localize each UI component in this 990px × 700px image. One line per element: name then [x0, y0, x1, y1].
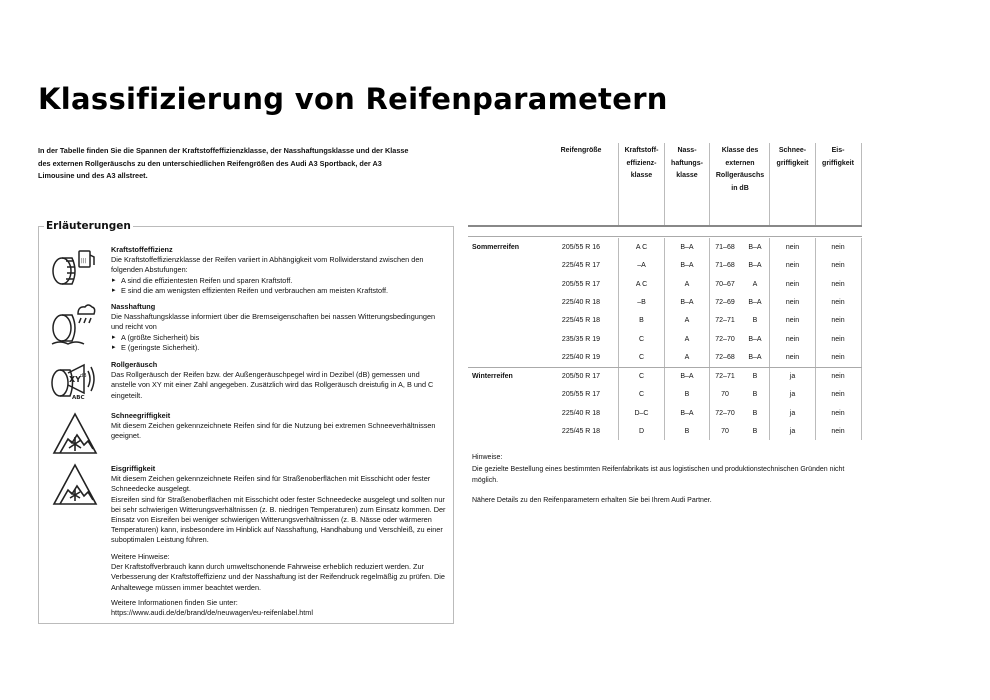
more-info-url[interactable]: https://www.audi.de/de/brand/de/neuwagen/eu-reifenlabel.html: [111, 608, 314, 618]
table-cell-size: 235/35 R 19: [561, 335, 601, 343]
table-cell-wet: A: [684, 317, 690, 325]
table-cell-ice: nein: [831, 280, 845, 288]
header-divider: [769, 143, 770, 225]
wet-grip-item: ▸ A (größte Sicherheit) bis: [111, 333, 446, 343]
table-cell-fuel: C: [638, 335, 645, 343]
rolling-noise-block: [111, 360, 446, 401]
header-divider: [664, 143, 665, 225]
table-cell-ice: nein: [831, 262, 845, 270]
table-cell-db: 71–68: [715, 262, 735, 270]
table-cell-ice: nein: [831, 409, 845, 417]
table-cell-snow: nein: [785, 244, 800, 251]
explanations-heading: Erläuterungen: [46, 220, 131, 232]
table-cell-size: 205/50 R 17: [561, 373, 601, 380]
table-cell-db: 72–70: [715, 409, 735, 417]
snow-grip-title: Schneegriffigkeit: [111, 411, 171, 420]
group-label: Winterreifen: [472, 373, 513, 380]
table-cell-cls: B–A: [748, 262, 762, 270]
notes-label: Hinweise:: [472, 454, 503, 461]
group-label: Sommerreifen: [472, 244, 520, 251]
table-cell-cls: B–A: [748, 298, 762, 306]
table-cell-size: 225/40 R 19: [561, 353, 601, 361]
table-cell-fuel: C: [638, 373, 645, 380]
body-top-rule: [468, 236, 862, 237]
snow-grip-text: Mit diesem Zeichen gekennzeichnete Reifen sind für die Nutzung bei extremen Schneeverhältnissen geeignet.: [111, 421, 436, 441]
table-cell-db: 71–68: [715, 244, 735, 251]
table-cell-fuel: A C: [635, 244, 648, 251]
table-cell-wet: B–A: [680, 262, 694, 270]
table-cell-snow: ja: [789, 391, 796, 399]
table-cell-size: 205/55 R 17: [561, 391, 601, 399]
table-cell-db: 72–71: [715, 317, 735, 325]
col-header-noise: Klasse des externen Rollgeräuschs in dB: [715, 147, 765, 192]
table-cell-ice: nein: [831, 353, 845, 361]
table-cell-snow: ja: [789, 427, 796, 435]
table-cell-snow: nein: [785, 298, 800, 306]
table-cell-wet: B–A: [680, 373, 694, 380]
wet-grip-block: [111, 302, 446, 353]
table-cell-db: 70: [721, 391, 729, 399]
table-cell-ice: nein: [831, 335, 845, 343]
noise-icon-xy: XY: [69, 375, 81, 384]
table-cell-db: 72–69: [715, 298, 735, 306]
snow-grip-icon: [52, 411, 98, 457]
table-cell-wet: B–A: [680, 244, 694, 251]
table-cell-snow: nein: [785, 317, 800, 325]
notes-text2: Nähere Details zu den Reifenparametern erhalten Sie bei Ihrem Audi Partner.: [472, 496, 712, 504]
table-cell-fuel: C: [638, 353, 645, 361]
table-cell-fuel: A C: [635, 280, 648, 288]
table-cell-fuel: –A: [637, 262, 646, 270]
table-cell-wet: A: [684, 280, 690, 288]
table-cell-size: 225/40 R 18: [561, 298, 601, 306]
table-cell-cls: B–A: [748, 353, 762, 361]
col-header-size: Reifengröße: [560, 147, 602, 154]
table-cell-cls: A: [752, 280, 758, 288]
table-cell-wet: B: [684, 391, 690, 399]
table-cell-snow: ja: [789, 409, 796, 417]
table-cell-fuel: D–C: [634, 409, 649, 417]
table-cell-cls: B: [752, 373, 758, 380]
table-cell-db: 72–71: [715, 373, 735, 380]
table-cell-fuel: C: [638, 391, 645, 399]
table-cell-cls: B: [752, 317, 758, 325]
table-cell-ice: nein: [831, 244, 845, 251]
table-cell-snow: nein: [785, 280, 800, 288]
more-info-title: Weitere Informationen finden Sie unter:: [111, 598, 238, 607]
table-cell-size: 225/45 R 17: [561, 262, 601, 270]
ice-grip-block: [111, 464, 446, 546]
table-cell-snow: nein: [785, 262, 800, 270]
table-cell-size: 225/45 R 18: [561, 427, 601, 435]
table-cell-cls: B: [752, 391, 758, 399]
page-title: Klassifizierung von Reifenparametern: [38, 82, 668, 116]
further-notes-block: [111, 552, 446, 593]
rolling-noise-icon: [50, 357, 96, 403]
table-cell-cls: B: [752, 409, 758, 417]
table-cell-db: 70: [721, 427, 729, 435]
col-header-wet: Nass- haftungs- klasse: [671, 147, 703, 179]
col-header-snow: Schnee- griffigkeit: [776, 147, 809, 167]
header-divider: [709, 143, 710, 225]
table-cell-snow: nein: [785, 353, 800, 361]
fuel-efficiency-item: ▸ A sind die effizientesten Reifen und sparen Kraftstoff.: [111, 276, 446, 286]
ice-grip-icon: [52, 462, 98, 508]
snow-grip-block: [111, 411, 446, 442]
further-notes-title: Weitere Hinweise:: [111, 552, 170, 561]
table-cell-fuel: D: [638, 427, 645, 435]
table-cell-fuel: B: [639, 317, 644, 325]
table-cell-snow: nein: [785, 335, 800, 343]
table-cell-fuel: –B: [637, 298, 646, 306]
fuel-efficiency-item: ▸ E sind die am wenigsten effizienten Reifen und verbrauchen am meisten Kraftstoff.: [111, 286, 446, 296]
fuel-efficiency-text: Die Kraftstoffeffizienzklasse der Reifen variiert in Abhängigkeit vom Rollwiderstand zwischen den folgenden Abstufungen:: [111, 255, 424, 275]
svg-text:|||: |||: [81, 258, 87, 264]
fuel-efficiency-block: [111, 245, 446, 296]
header-divider: [618, 143, 619, 225]
table-cell-cls: B: [752, 427, 758, 435]
col-header-ice: Eis- griffigkeit: [822, 147, 854, 167]
table-cell-size: 225/45 R 18: [561, 317, 601, 325]
table-cell-snow: ja: [789, 373, 796, 380]
fuel-efficiency-title: Kraftstoffeffizienz: [111, 245, 173, 254]
rolling-noise-text: Das Rollgeräusch der Reifen bzw. der Außengeräuschpegel wird in Dezibel (dB) gemessen und anstelle von XY mit einer Zahl angegeben. Zusätzlich wird das Rollgeräusch dreistufig in A, B und C eingeteilt.: [111, 370, 434, 400]
table-cell-wet: B–A: [680, 409, 694, 417]
rolling-noise-title: Rollgeräusch: [111, 360, 158, 369]
noise-icon-abc: ABC: [72, 395, 85, 401]
table-cell-db: 72–70: [715, 335, 735, 343]
table-notes: [472, 452, 862, 506]
notes-text: Die gezielte Bestellung eines bestimmten Reifenfabrikats ist aus logistischen und produktionstechnischen Gründen nicht möglich.: [472, 465, 845, 484]
table-cell-db: 70–67: [715, 280, 735, 288]
header-divider: [861, 143, 862, 225]
wet-grip-item: ▸ E (geringste Sicherheit).: [111, 343, 446, 353]
header-divider: [815, 143, 816, 225]
table-cell-db: 72–68: [715, 353, 735, 361]
col-header-fuel: Kraftstoff- effizienz- klasse: [624, 147, 659, 179]
table-cell-wet: A: [684, 353, 690, 361]
more-info-block: [111, 598, 446, 618]
wet-grip-title: Nasshaftung: [111, 302, 156, 311]
table-cell-ice: nein: [831, 373, 845, 380]
table-cell-ice: nein: [831, 298, 845, 306]
table-cell-ice: nein: [831, 391, 845, 399]
table-cell-wet: A: [684, 335, 690, 343]
ice-grip-text: Mit diesem Zeichen gekennzeichnete Reifen sind für Straßenoberflächen mit Eisschicht oder fester Schneedecke ausgelegt.: [111, 474, 431, 494]
header-rule: [468, 225, 862, 227]
table-cell-wet: B–A: [680, 298, 694, 306]
intro-text: In der Tabelle finden Sie die Spannen der Kraftstoffeffizienzklasse, der Nasshaftungsklasse und der Klasse des externen Rollgeräuschs zu den unterschiedlichen Reifengrößen des Audi A3 Sportback, der A3 Limousine und des A3 allstreet.: [38, 146, 409, 181]
table-cell-size: 205/55 R 17: [561, 280, 601, 288]
table-cell-ice: nein: [831, 427, 845, 435]
noise-icon-db: dB: [80, 373, 87, 379]
table-cell-size: 225/40 R 18: [561, 409, 601, 417]
table-cell-size: 205/55 R 16: [561, 244, 601, 251]
table-cell-cls: B–A: [748, 244, 762, 251]
ice-grip-title: Eisgriffigkeit: [111, 464, 156, 473]
table-cell-wet: B: [684, 427, 690, 435]
wet-grip-icon: [50, 300, 96, 346]
further-notes-text: Der Kraftstoffverbrauch kann durch umweltschonende Fahrweise erheblich reduziert werden. Zur Verbesserung der Kraftstoffeffizienz und der Nasshaftung ist der Reifendruck regelmäßig zu prüfen. Die Anhaltewege müssen immer beachtet werden.: [111, 562, 445, 592]
body-divider: [861, 238, 862, 440]
table-cell-cls: B–A: [748, 335, 762, 343]
ice-grip-text2: Eisreifen sind für Straßenoberflächen mit Eisschicht oder fester Schneedecke ausgelegt und sollten nur bei sehr schwierigen Witterungsverhältnissen (z. B. niedrigen Temperaturen) zum Einsatz kommen. Der Einsatz von Eisreifen bei weniger schwierigen Witterungsverhältnissen (z. B. Nässe oder wärmeren Temperaturen) kann, insbesondere im Hinblick auf Nasshaftung, Handhabung und Verschleiß, zu einer suboptimalen Leistung führen.: [111, 494, 446, 545]
wet-grip-text: Die Nasshaftungsklasse informiert über die Bremseigenschaften bei nassen Witterungsbedingungen und reicht von: [111, 312, 436, 332]
table-cell-ice: nein: [831, 317, 845, 325]
fuel-efficiency-icon: [50, 243, 96, 289]
